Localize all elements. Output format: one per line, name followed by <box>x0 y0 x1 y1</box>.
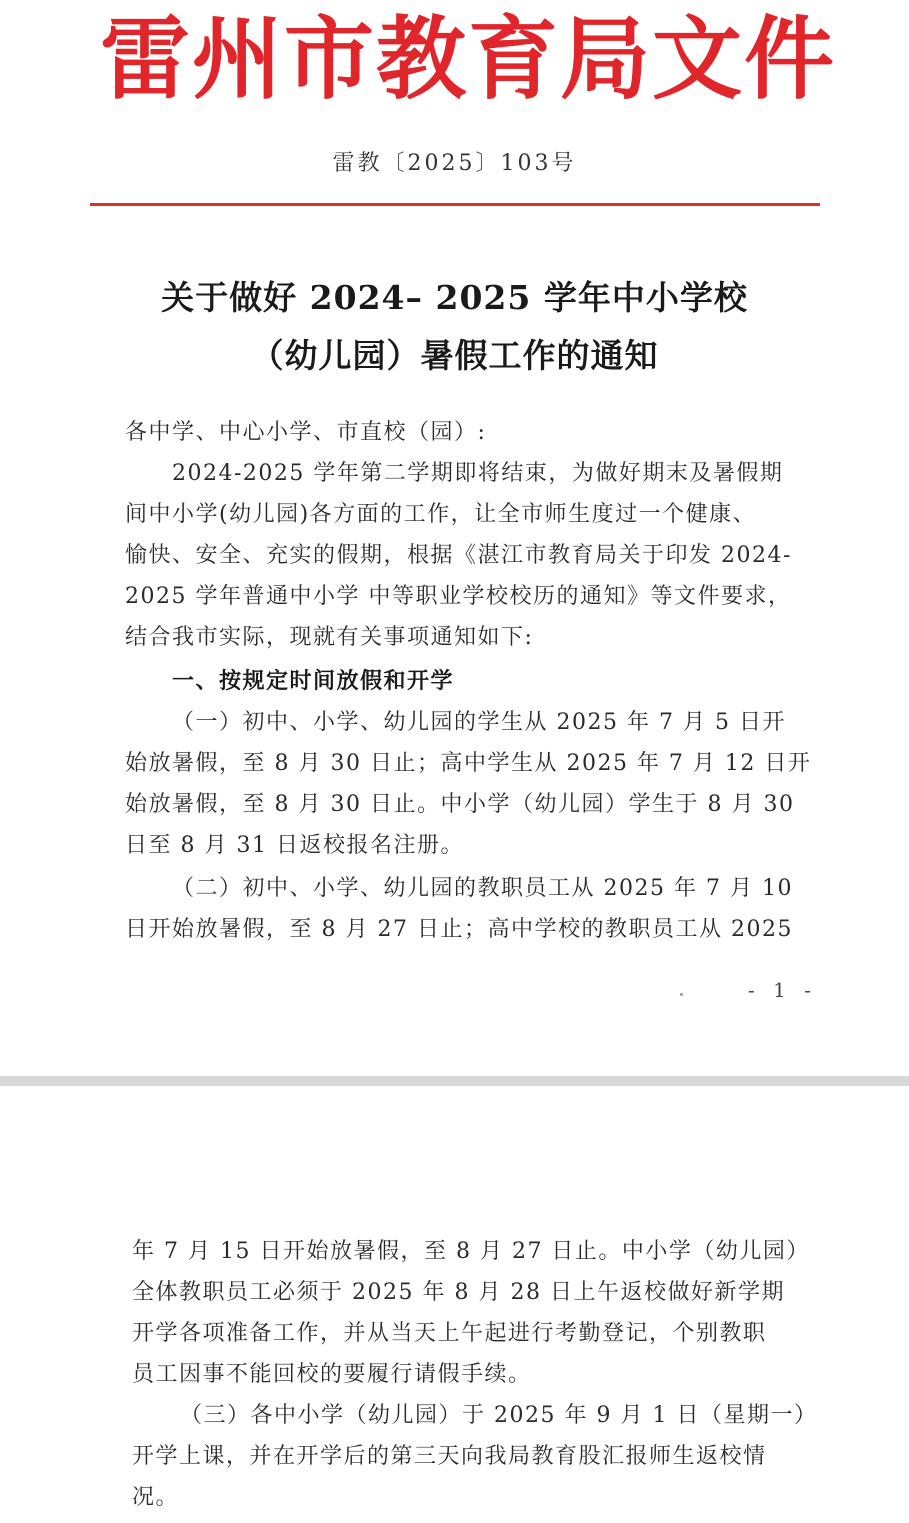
body-line: 始放暑假，至 8 月 30 日止。中小学（幼儿园）学生于 8 月 30 <box>125 792 795 817</box>
body-line: （三）各中小学（幼儿园）于 2025 年 9 月 1 日（星期一） <box>180 1403 818 1428</box>
body-line: 况。 <box>132 1485 180 1510</box>
document-page-2 <box>0 1086 909 1523</box>
body-line: 2025 学年普通中小学 中等职业学校校历的通知》等文件要求， <box>125 584 792 609</box>
body-line: 间中小学(幼儿园)各方面的工作，让全市师生度过一个健康、 <box>125 502 757 527</box>
section-heading: 一、按规定时间放假和开学 <box>172 668 455 694</box>
body-line: （一）初中、小学、幼儿园的学生从 2025 年 7 月 5 日开 <box>172 710 786 735</box>
body-line: 全体教职员工必须于 2025 年 8 月 28 日上午返校做好新学期 <box>132 1280 785 1305</box>
body-line: 开学上课，并在开学后的第三天向我局教育股汇报师生返校情 <box>132 1444 767 1469</box>
body-line: 开学各项准备工作，并从当天上午起进行考勤登记，个别教职 <box>132 1321 767 1346</box>
red-divider-line <box>90 203 820 206</box>
body-line: 结合我市实际，现就有关事项通知如下: <box>125 625 534 650</box>
document-number: 雷教〔2025〕103号 <box>332 151 577 176</box>
body-line: 日开始放暑假，至 8 月 27 日止；高中学校的教职员工从 2025 <box>125 917 793 942</box>
body-line: 2024-2025 学年第二学期即将结束，为做好期末及暑假期 <box>172 461 784 486</box>
page-separator <box>0 1076 909 1086</box>
notice-title-line-2: （幼儿园）暑假工作的通知 <box>250 336 659 375</box>
body-line: 年 7 月 15 日开始放暑假，至 8 月 27 日止。中小学（幼儿园） <box>132 1239 810 1264</box>
body-line: 愉快、安全、充实的假期，根据《湛江市教育局关于印发 2024- <box>125 543 792 568</box>
scan-speck <box>680 993 683 996</box>
body-line: （二）初中、小学、幼儿园的教职员工从 2025 年 7 月 10 <box>172 876 793 901</box>
body-line: 日至 8 月 31 日返校报名注册。 <box>125 833 464 858</box>
notice-title-line-1: 关于做好 2024– 2025 学年中小学校 <box>161 278 748 317</box>
issuing-authority-header: 雷州市教育局文件 <box>100 6 836 112</box>
page-number: - 1 - <box>748 978 817 1002</box>
addressee: 各中学、中心小学、市直校（园）: <box>125 420 487 445</box>
body-line: 始放暑假，至 8 月 30 日止；高中学生从 2025 年 7 月 12 日开 <box>125 751 812 776</box>
body-line: 员工因事不能回校的要履行请假手续。 <box>132 1362 532 1387</box>
